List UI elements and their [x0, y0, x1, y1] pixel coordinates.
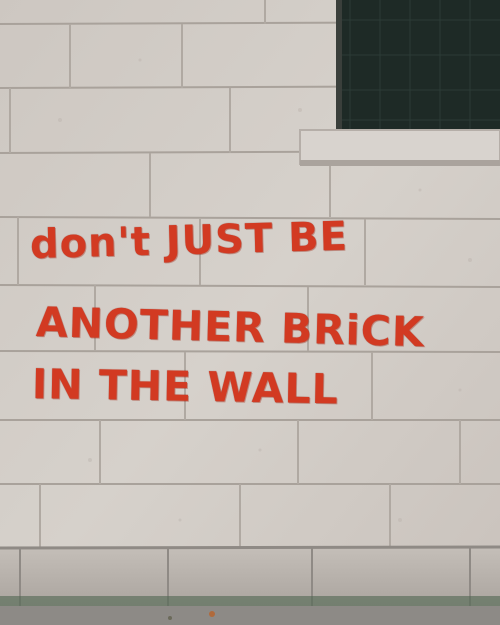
graffiti-line-3: IN THE WALL — [31, 360, 340, 414]
window-sill-shadow — [300, 160, 500, 166]
window-sill — [300, 130, 500, 164]
graffiti-line-1: don't JUST BE — [29, 213, 349, 268]
moss-strip — [0, 596, 500, 606]
graffiti-line-2: ANOTHER BRiCK — [35, 298, 426, 357]
foundation — [0, 547, 500, 608]
sidewalk — [0, 606, 500, 625]
